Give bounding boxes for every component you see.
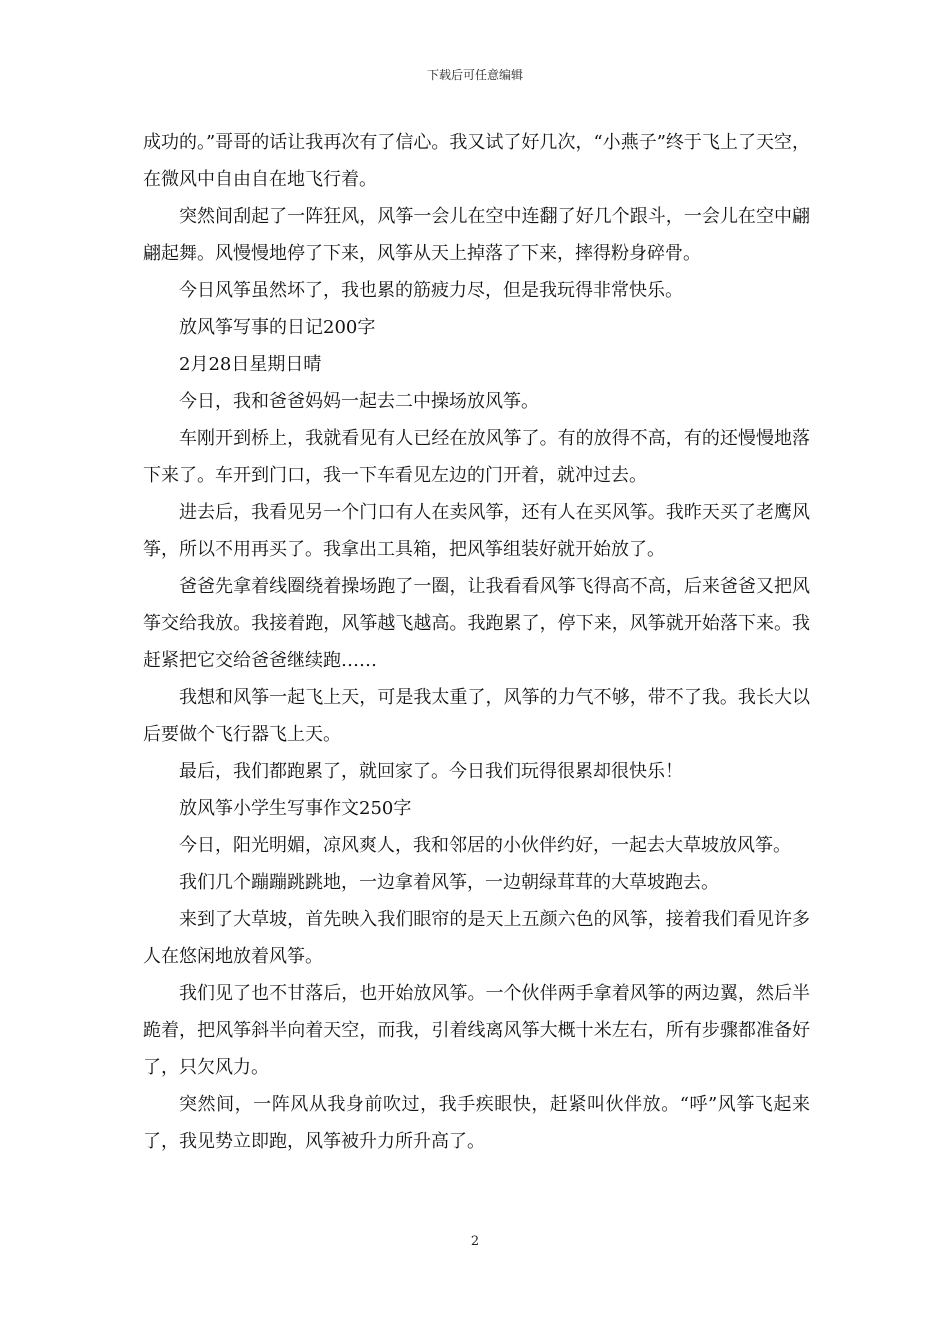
paragraph: 突然间，一阵风从我身前吹过，我手疾眼快，赶紧叫伙伴放。“呼”风筝飞起来了，我见势立即跑，风筝被升力所升高了。 [143,1094,810,1152]
page-header: 下载后可任意编辑 [426,68,523,82]
paragraph: 今日风筝虽然坏了，我也累的筋疲力尽，但是我玩得非常快乐。 [179,280,683,301]
paragraph: 突然间刮起了一阵狂风，风筝一会儿在空中连翻了好几个跟斗，一会儿在空中翩翩起舞。风慢慢地停了下来，风筝从天上掉落了下来，摔得粉身碎骨。 [143,206,810,264]
document-body [143,124,810,1160]
paragraph: 我们见了也不甘落后，也开始放风筝。一个伙伴两手拿着风筝的两边翼，然后半跪着，把风筝斜半向着天空，而我，引着线离风筝大概十米左右，所有步骤都准备好了，只欠风力。 [143,983,810,1078]
paragraph: 车刚开到桥上，我就看见有人已经在放风筝了。有的放得不高，有的还慢慢地落下来了。车开到门口，我一下车看见左边的门开着，就冲过去。 [143,428,810,486]
paragraph: 今日，阳光明媚，凉风爽人，我和邻居的小伙伴约好，一起去大草坡放风筝。 [179,835,791,856]
paragraph: 来到了大草坡，首先映入我们眼帘的是天上五颜六色的风筝，接着我们看见许多人在悠闲地放着风筝。 [143,909,810,967]
paragraph: 成功的。”哥哥的话让我再次有了信心。我又试了好几次，“小燕子”终于飞上了天空，在微风中自由自在地飞行着。 [143,132,810,190]
section-title: 放风筝小学生写事作文250字 [179,798,412,819]
paragraph: 我们几个蹦蹦跳跳地，一边拿着风筝，一边朝绿茸茸的大草坡跑去。 [179,872,719,893]
diary-date: 2月28日星期日晴 [179,354,322,375]
paragraph: 爸爸先拿着线圈绕着操场跑了一圈，让我看看风筝飞得高不高，后来爸爸又把风筝交给我放。我接着跑，风筝越飞越高。我跑累了，停下来，风筝就开始落下来。我赶紧把它交给爸爸继续跑…… [143,576,810,671]
paragraph: 今日，我和爸爸妈妈一起去二中操场放风筝。 [179,391,539,412]
page-number: 2 [470,1234,480,1249]
paragraph: 我想和风筝一起飞上天，可是我太重了，风筝的力气不够，带不了我。我长大以后要做个飞行器飞上天。 [143,687,810,745]
section-title: 放风筝写事的日记200字 [179,317,376,338]
paragraph: 进去后，我看见另一个门口有人在卖风筝，还有人在买风筝。我昨天买了老鹰风筝，所以不用再买了。我拿出工具箱，把风筝组装好就开始放了。 [143,502,810,560]
paragraph: 最后，我们都跑累了，就回家了。今日我们玩得很累却很快乐！ [179,761,683,782]
